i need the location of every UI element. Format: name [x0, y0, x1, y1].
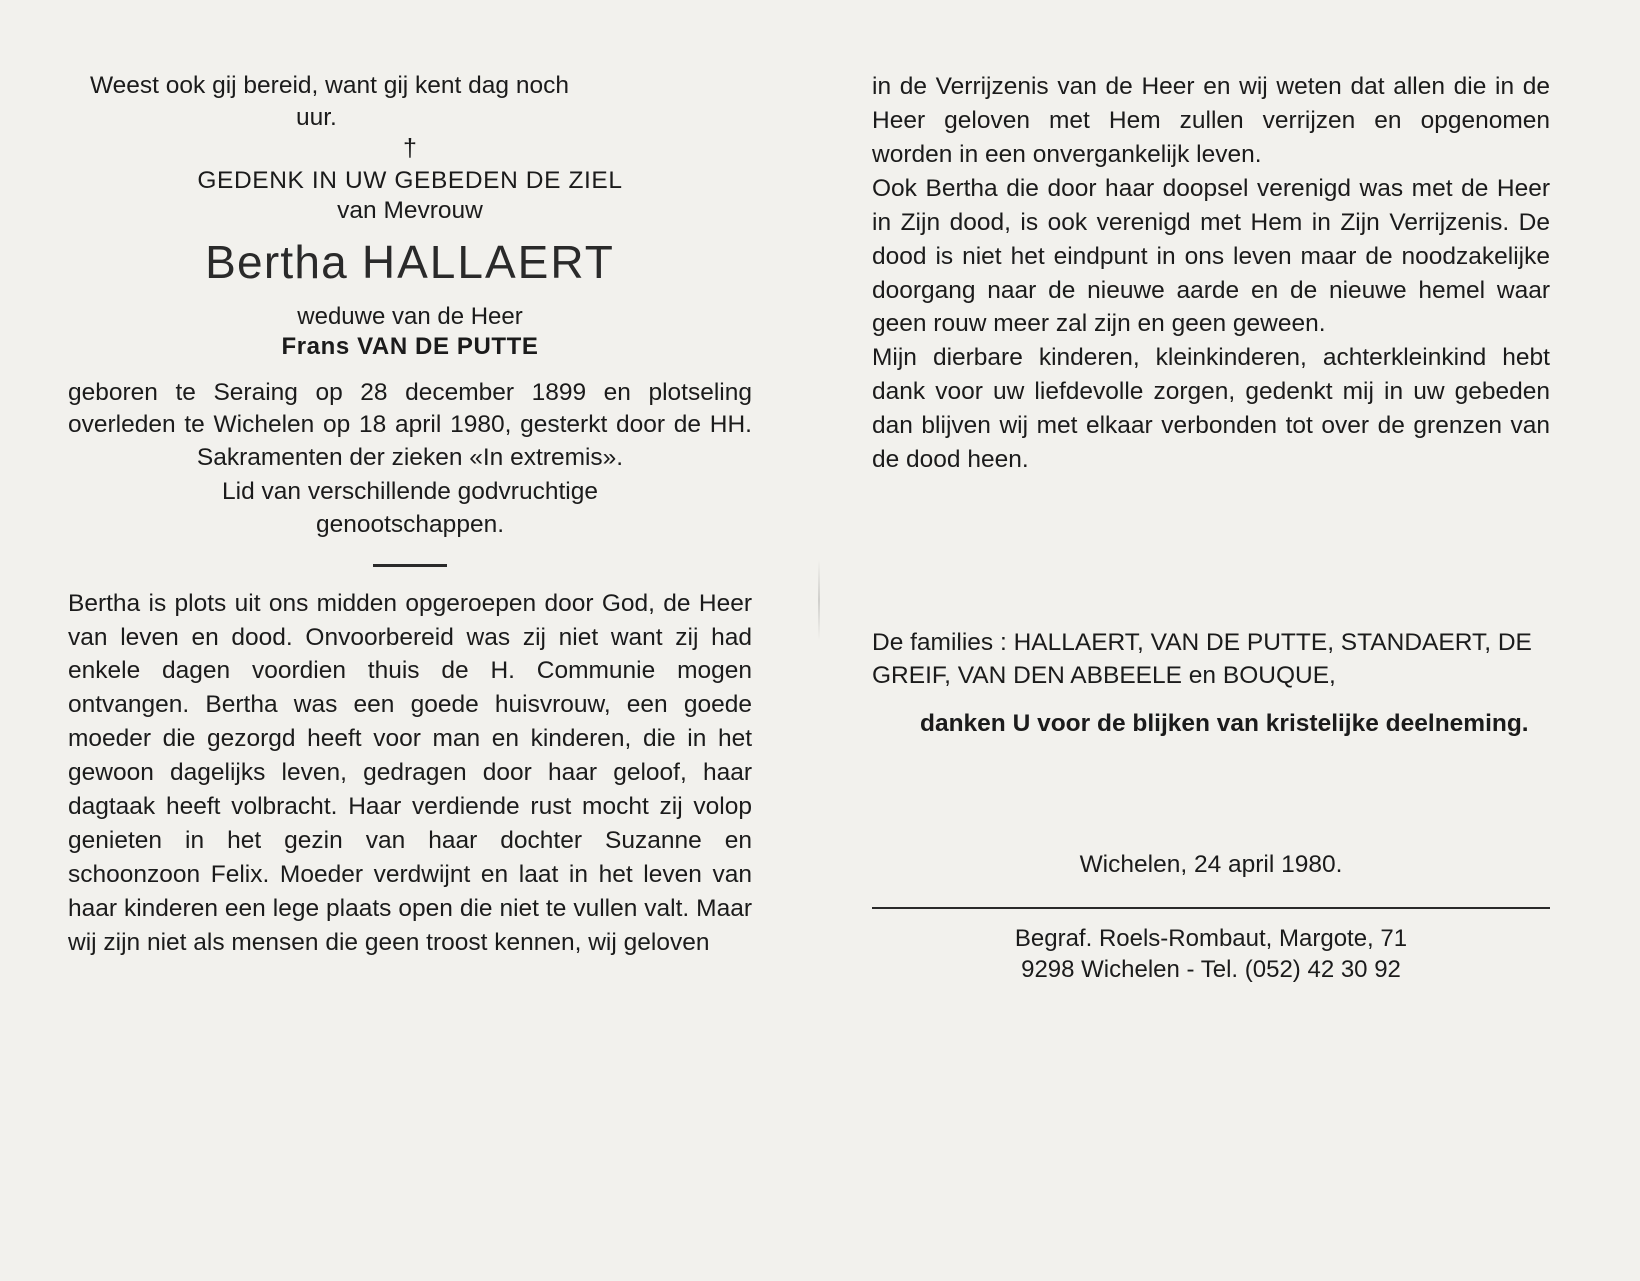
eulogy-left-column: Bertha is plots uit ons midden opgeroepen door God, de Heer van leven en dood. Onvoorbereid was zij niet want zij had enkele dagen voordien thuis de H. Communie mogen ontvangen. Bertha was een goede huisvrouw, een goede moeder die gezorgd heeft voor man en kinderen, die in het gewoon dagelijks leven, gedragen door haar geloof, haar dagtaak heeft volbracht. Haar verdiende rust mocht zij volop genieten in het gezin van haar dochter Suzanne en schoonzoon Felix. Moeder verdwijnt en laat in het leven van haar kinderen een lege plaats open die niet te vullen valt. Maar wij zijn niet als mensen die geen troost kennen, wij geloven [68, 589, 752, 956]
biography-extra-line2: genootschappen. [316, 511, 504, 538]
biography-dates: geboren te Seraing op 28 december 1899 en plotseling overleden te Wichelen op 18 april 1980, gesterkt door de HH. Sakramenten der zieken «In extremis». [68, 378, 752, 471]
families-list: De families : HALLAERT, VAN DE PUTTE, STANDAERT, DE GREIF, VAN DEN ABBEELE en BOUQUE, [872, 629, 1532, 689]
deceased-first-name: Bertha [205, 235, 348, 288]
undertaker-line1: Begraf. Roels-Rombaut, Margote, 71 [1014, 924, 1408, 952]
place-and-date: Wichelen, 24 april 1980. [1079, 850, 1343, 878]
van-mevrouw-label: van Mevrouw [337, 196, 483, 224]
cross-icon: † [403, 133, 417, 162]
thanks-note: danken U voor de blijken van kristelijke deelneming. [920, 710, 1529, 738]
eulogy-right-paragraph-3: Mijn dierbare kinderen, kleinkinderen, achterkleinkind hebt dank voor uw liefdevolle zorgen, gedenkt mij in uw gebeden dan blijven wij met elkaar verbonden tot over de grenzen van de dood heen. [872, 344, 1550, 474]
eulogy-right-paragraph-2: Ook Bertha die door haar doopsel verenigd was met de Heer in Zijn dood, is ook verenigd met Hem in Zijn Verrijzenis. De dood is niet het eindpunt in ons leven maar de noodzakelijke doorgang naar de nieuwe aarde en de nieuwe hemel waar geen rouw meer zal zijn en geen geween. [872, 174, 1550, 338]
intro-verse-line1: Weest ook gij bereid, want gij kent dag noch [90, 72, 569, 99]
section-divider [373, 564, 447, 567]
widow-label: weduwe van de Heer [297, 302, 523, 330]
eulogy-right-paragraph-1: in de Verrijzenis van de Heer en wij weten dat allen die in de Heer geloven met Hem zullen verrijzen en opgenomen worden in een onvergankelijk leven. [872, 73, 1550, 168]
intro-verse-line2: uur. [296, 103, 337, 131]
undertaker-line2: 9298 Wichelen - Tel. (052) 42 30 92 [1021, 956, 1401, 984]
right-page [820, 0, 1640, 1281]
footer-rule [872, 907, 1550, 909]
spouse-name: Frans VAN DE PUTTE [281, 332, 539, 360]
deceased-last-name: HALLAERT [361, 235, 615, 288]
intro-verse [68, 70, 752, 134]
biography-extra-line1: Lid van verschillende godvruchtige [222, 478, 598, 506]
deceased-name [68, 235, 752, 289]
gedenk-heading: GEDENK IN UW GEBEDEN DE ZIEL [197, 166, 623, 194]
